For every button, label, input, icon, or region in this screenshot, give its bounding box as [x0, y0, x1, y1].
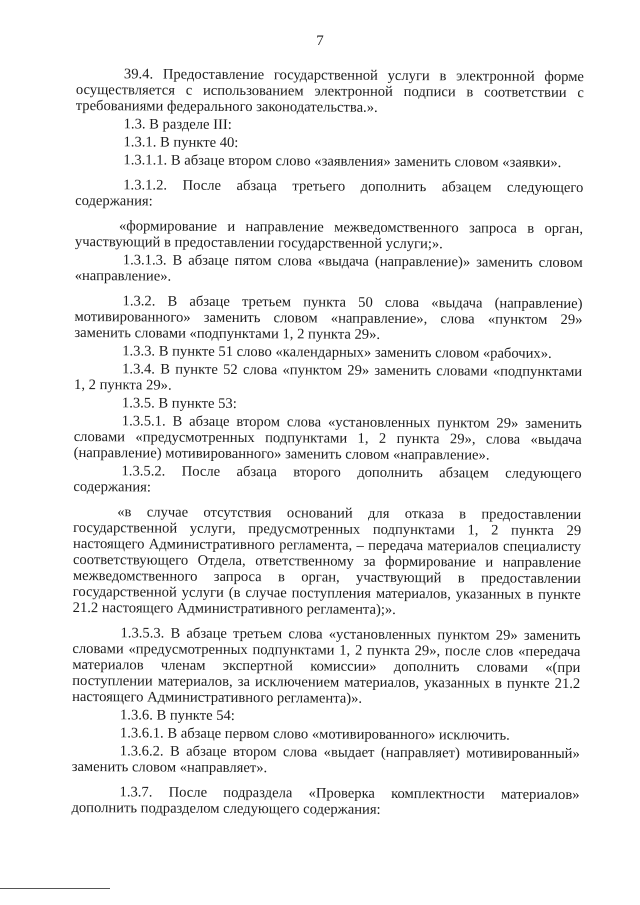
paragraph-1-3-6-2: 1.3.6.2. В абзаце втором слова «выдает (направляет) мотивированный» заменить словом «направляет». — [71, 743, 580, 777]
paragraph-1-3-1-1: 1.3.1.1. В абзаце втором слово «заявления» заменить словом «заявки». — [123, 152, 562, 171]
paragraph-1-3-7: 1.3.7. После подраздела «Проверка комплектности материалов» дополнить подразделом следующего содержания: — [71, 784, 580, 818]
paragraph-1-3-5-3: 1.3.5.3. В абзаце третьем слова «установленных пунктом 29» заменить словами «предусмотренных подпунктами 1, 2 пункта 29», после слов «передача материалов членам экспертной комиссии» дополнить словами «(при поступлении материалов, за исключением материалов, указанных в пункте 21.2 настоящего Административного регламента)». — [72, 625, 581, 707]
bottom-rule — [0, 888, 110, 889]
paragraph-1-3-5: 1.3.5. В пункте 53: — [121, 395, 237, 412]
paragraph-1-3-2: 1.3.2. В абзаце третьем пункта 50 слова «выдача (направление) мотивированного» заменить словом «направление», слова «пунктом 29» заменить словами «подпунктами 1, 2 пункта 29». — [74, 293, 583, 343]
paragraph-1-3-1-2: 1.3.1.2. После абзаца третьего дополнить абзацем следующего содержания: — [75, 177, 584, 210]
paragraph-1-3-5-1: 1.3.5.1. В абзаце втором слова «установленных пунктом 29» заменить словами «предусмотренных подпунктами 1, 2 пункта 29», слова «выдача (направление) мотивированного» заменить словом «направление». — [73, 413, 582, 464]
document-body — [71, 66, 584, 821]
paragraph-1-3-1-3: 1.3.1.3. В абзаце пятом слова «выдача (направление)» заменить словом «направление». — [74, 252, 583, 285]
paragraph-1-3-6-1: 1.3.6.1. В абзаце первом слово «мотивированного» исключить. — [119, 725, 510, 744]
paragraph-1-3-3: 1.3.3. В пункте 51 слово «календарных» заменить словом «рабочих». — [122, 343, 552, 362]
quote-paragraph-1: «формирование и направление межведомственного запроса в орган, участвующий в предоставлении государственной услуги;». — [74, 218, 584, 253]
paragraph-1-3-1: 1.3.1. В пункте 40: — [123, 134, 239, 151]
paragraph-1-3-5-2: 1.3.5.2. После абзаца второго дополнить абзацем следующего содержания: — [73, 463, 582, 496]
paragraph-1-3: 1.3. В разделе III: — [123, 116, 232, 133]
paragraph-39-4: 39.4. Предоставление государственной услуги в электронной форме осуществляется с использованием электронной подписи в соответствии с требованиями федерального законодательства.». — [75, 66, 584, 116]
quote-paragraph-2: «в случае отсутствия оснований для отказа в предоставлении государственной услуги, предусмотренных подпунктами 1, 2 пункта 29 настоящего Административного регламента, – передача материалов специалисту соответствующего Отдела, ответственному за формирование и направление межведомственного запроса в орган, участвующий в предоставлении государственной услуги (в случае поступления материалов, указанных в пункте 21.2 настоящего Административного регламента);». — [72, 504, 582, 618]
page-number: 7 — [316, 33, 324, 49]
paragraph-1-3-6: 1.3.6. В пункте 54: — [119, 707, 235, 724]
paragraph-1-3-4: 1.3.4. В пункте 52 слова «пунктом 29» заменить словами «подпунктами 1, 2 пункта 29». — [74, 361, 583, 394]
